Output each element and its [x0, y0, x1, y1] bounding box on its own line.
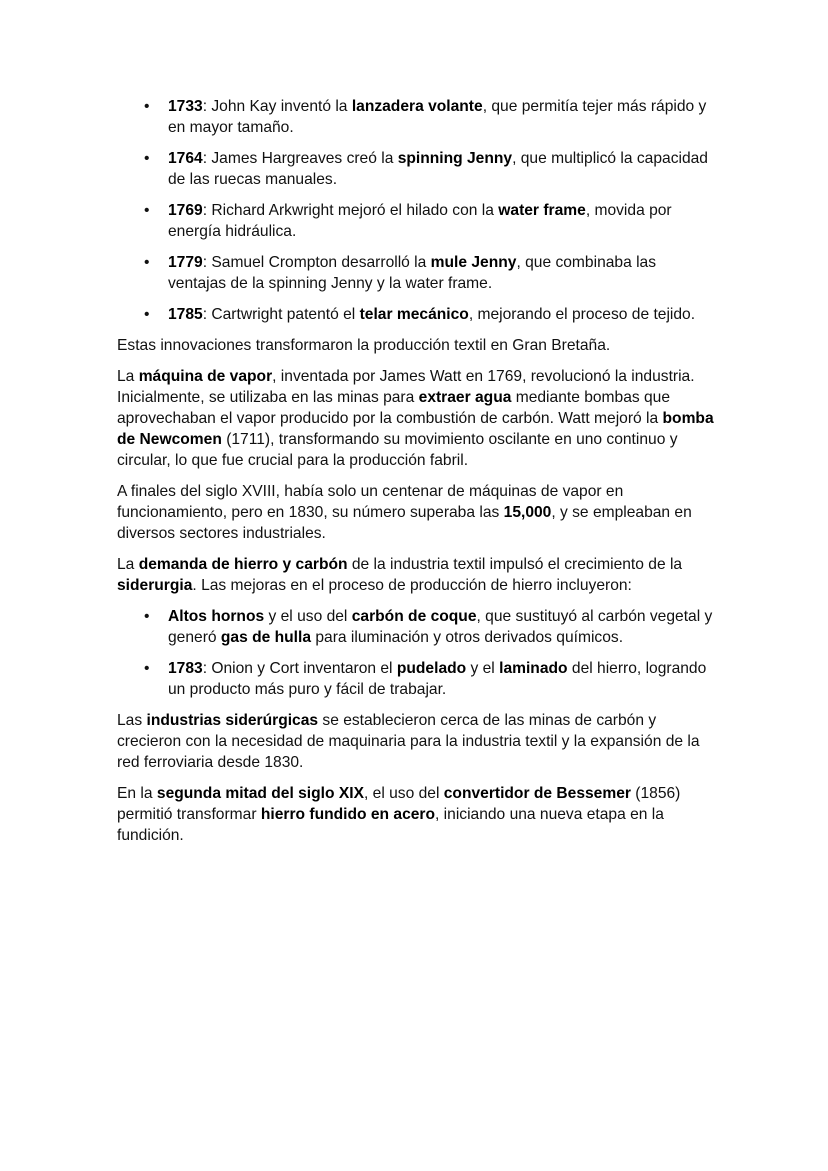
bold-text: siderurgia [117, 577, 193, 594]
text-run: , inventada por James Watt en 1769, revolucionó la industria. Inicialmente, se utilizaba en las minas para [117, 368, 695, 406]
text-run: . Las mejoras en el proceso de producción de hierro incluyeron: [192, 577, 632, 594]
bold-text: 1783 [168, 660, 203, 677]
bold-text: 1769 [168, 202, 203, 219]
bold-text: segunda mitad del siglo XIX [156, 785, 364, 802]
list-item [117, 304, 717, 325]
document-page [117, 96, 717, 856]
list-item [117, 606, 717, 648]
text-run: : Samuel Crompton desarrolló la [202, 254, 431, 271]
bold-text: carbón de coque [351, 608, 477, 625]
bold-text: extraer agua [418, 389, 512, 406]
bold-text: mule Jenny [430, 254, 517, 271]
text-run: : Onion y Cort inventaron el [202, 660, 397, 677]
bold-text: water frame [498, 202, 586, 219]
paragraph-bessemer [117, 783, 717, 846]
text-run: y el uso del [264, 608, 352, 625]
text-run: , iniciando una nueva etapa en la fundición. [117, 806, 664, 844]
bold-text: spinning Jenny [397, 150, 513, 167]
text-run: Las [117, 712, 147, 729]
bold-text: telar mecánico [359, 306, 469, 323]
paragraph-textile-summary [117, 335, 717, 356]
text-run: : Richard Arkwright mejoró el hilado con la [202, 202, 499, 219]
bold-text: 1779 [168, 254, 203, 271]
text-run: : James Hargreaves creó la [202, 150, 398, 167]
text-run: de la industria textil impulsó el crecimiento de la [347, 556, 683, 573]
paragraph-steel-industries [117, 710, 717, 773]
bold-text: 1764 [168, 150, 203, 167]
text-run: , movida por energía hidráulica. [168, 202, 672, 240]
bold-text: 15,000 [503, 504, 552, 521]
paragraph-iron-coal-demand [117, 554, 717, 596]
bold-text: 1785 [168, 306, 203, 323]
text-run: : John Kay inventó la [202, 98, 352, 115]
text-run: (1711), transformando su movimiento oscilante en uno continuo y circular, lo que fue crucial para la producción fabril. [117, 431, 678, 469]
iron-improvements-list [117, 606, 717, 700]
paragraph-steam-engine [117, 366, 717, 471]
text-run: para iluminación y otros derivados químicos. [311, 629, 624, 646]
list-item [117, 658, 717, 700]
text-run: Estas innovaciones transformaron la producción textil en Gran Bretaña. [117, 337, 611, 354]
text-run: , que combinaba las ventajas de la spinning Jenny y la water frame. [168, 254, 657, 292]
text-run: , y se empleaban en diversos sectores industriales. [117, 504, 692, 542]
textile-inventions-list [117, 96, 717, 325]
text-run: se establecieron cerca de las minas de carbón y crecieron con la necesidad de maquinaria para la industria textil y la expansión de la red ferroviaria desde 1830. [117, 712, 700, 771]
bold-text: bomba de Newcomen [117, 410, 714, 448]
bullet-icon: • [144, 202, 150, 219]
text-run: La [117, 556, 139, 573]
bullet-icon: • [144, 98, 150, 115]
bold-text: industrias siderúrgicas [146, 712, 319, 729]
text-run: La [117, 368, 139, 385]
list-item [117, 252, 717, 294]
bullet-icon: • [144, 150, 150, 167]
text-run: y el [466, 660, 500, 677]
text-run: mediante bombas que aprovechaban el vapor producido por la combustión de carbón. Watt mejoró la [117, 389, 671, 427]
text-run: , que permitía tejer más rápido y en mayor tamaño. [168, 98, 707, 136]
bold-text: pudelado [396, 660, 467, 677]
list-item [117, 148, 717, 190]
bullet-icon: • [144, 306, 150, 323]
bold-text: laminado [499, 660, 568, 677]
bullet-icon: • [144, 608, 150, 625]
bold-text: hierro fundido en acero [260, 806, 436, 823]
text-run: En la [117, 785, 157, 802]
bold-text: convertidor de Bessemer [443, 785, 631, 802]
bold-text: demanda de hierro y carbón [138, 556, 348, 573]
bold-text: máquina de vapor [138, 368, 273, 385]
text-run: del hierro, logrando un producto más puro y fácil de trabajar. [168, 660, 707, 698]
paragraph-steam-machines-count [117, 481, 717, 544]
text-run: , mejorando el proceso de tejido. [468, 306, 696, 323]
text-run: , que sustituyó al carbón vegetal y generó [168, 608, 713, 646]
bullet-icon: • [144, 254, 150, 271]
list-item [117, 96, 717, 138]
bold-text: gas de hulla [220, 629, 312, 646]
text-run: : Cartwright patentó el [202, 306, 360, 323]
bold-text: lanzadera volante [351, 98, 483, 115]
text-run: (1856) permitió transformar [117, 785, 681, 823]
bullet-icon: • [144, 660, 150, 677]
list-item [117, 200, 717, 242]
text-run: , que multiplicó la capacidad de las ruecas manuales. [168, 150, 708, 188]
bold-text: 1733 [168, 98, 203, 115]
text-run: , el uso del [363, 785, 444, 802]
bold-text: Altos hornos [168, 608, 265, 625]
text-run: A finales del siglo XVIII, había solo un centenar de máquinas de vapor en funcionamiento, pero en 1830, su número superaba las [117, 483, 624, 521]
